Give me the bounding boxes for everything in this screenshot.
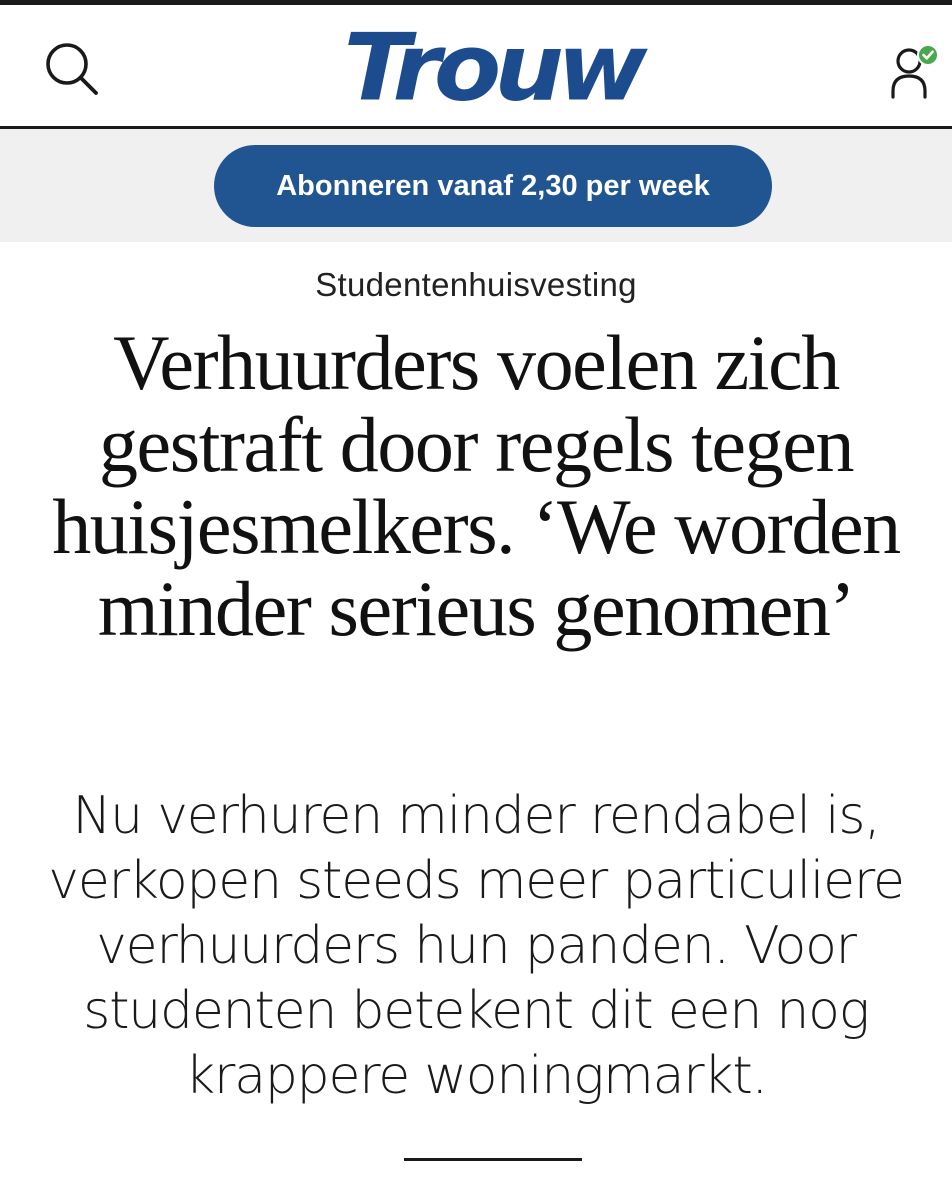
intro-divider xyxy=(404,1158,582,1161)
search-button[interactable] xyxy=(38,35,108,105)
article-kicker[interactable]: Studentenhuisvesting xyxy=(315,266,637,303)
search-icon xyxy=(38,35,108,105)
brand-wordmark: Trouw xyxy=(343,13,641,123)
site-header xyxy=(0,5,952,127)
promo-bar xyxy=(0,129,952,242)
article-intro: Nu verhuren minder rendabel is, verkopen steeds meer particuliere verhuurders hun panden. Voor studenten betekent dit een nog krappere woningmarkt. xyxy=(48,786,904,1106)
user-verified-icon xyxy=(880,41,946,107)
article-headline: Verhuurders voelen zich gestraft door regels tegen huisjesmelkers. ‘We worden minder serieus genomen’ xyxy=(52,319,900,652)
account-button[interactable] xyxy=(880,41,946,107)
brand-logo[interactable] xyxy=(316,13,668,123)
subscribe-button[interactable]: Abonneren vanaf 2,30 per week xyxy=(214,145,772,227)
